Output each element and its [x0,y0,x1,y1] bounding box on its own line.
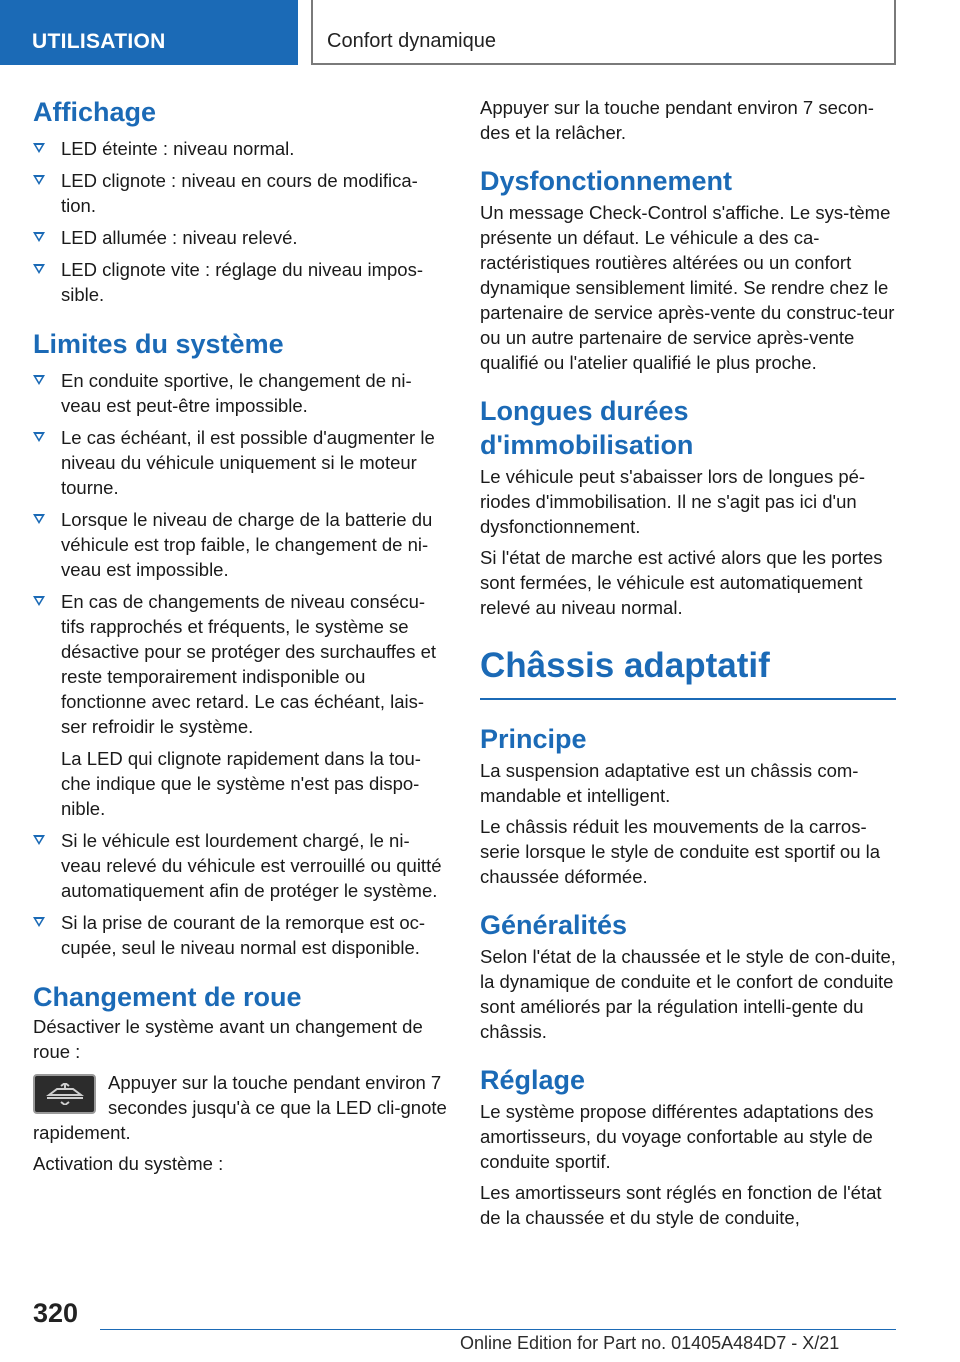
chassis-level-button-icon [33,1074,96,1114]
paragraph: Le système propose différentes adaptations des amortisseurs, du voyage confortable au style de conduite sportif. [480,1101,874,1172]
triangle-bullet-icon [33,432,45,442]
triangle-bullet-icon [33,917,45,927]
triangle-bullet-icon [33,596,45,606]
paragraph: Le véhicule peut s'abaisser lors de longues pé-riodes d'immobilisation. Il ne s'agit pas ici d'un dysfonctionnement. [480,466,866,537]
header-section-label: UTILISATION [32,30,166,53]
list-item: LED clignote vite : réglage du niveau impos-sible. [33,257,447,307]
section-rule [480,698,896,700]
header-section-tab [0,0,298,65]
list-item: En cas de changements de niveau consécu-tifs rapprochés et fréquents, le système se désactive pour se protéger des surchauffes et reste temporairement indisponible ou fonctionne avec retard. Le cas échéant, lais-ser refroidir le système. La LED qui clignote rapidement dans la tou-che indique que le système n'est pas dispo-nible. [33,589,447,821]
heading-changement-roue: Changement de roue [33,982,302,1012]
paragraph: Un message Check-Control s'affiche. Le sys-tème présente un défaut. Le véhicule a des ca-ractéristiques routières altérées ou un confort dynamique sensiblement limité. Se rendre chez le partenaire de service après-vente du construc-teur ou un autre partenaire de service après-vente qualifié ou l'atelier qualifié le plus proche. [480,202,895,373]
list-affichage [33,136,447,307]
triangle-bullet-icon [33,375,45,385]
list-item: Le cas échéant, il est possible d'augmenter le niveau du véhicule uniquement si le moteur tourne. [33,425,447,500]
paragraph: Selon l'état de la chaussée et le style de con-duite, la dynamique de conduite et le confort de conduite sont améliorés par la régulation intelli-gente du châssis. [480,946,896,1042]
footer-rule [100,1329,896,1330]
button-instruction [33,1070,447,1145]
triangle-bullet-icon [33,175,45,185]
right-column [480,95,896,1230]
heading-dysfonctionnement: Dysfonctionnement [480,166,733,196]
paragraph: Désactiver le système avant un changement de roue : [33,1016,423,1062]
paragraph: Le châssis réduit les mouvements de la carros-serie lorsque le style de conduite est sportif ou la chaussée déformée. [480,816,881,887]
triangle-bullet-icon [33,514,45,524]
list-item: Si la prise de courant de la remorque est oc-cupée, seul le niveau normal est disponible. [33,910,447,960]
footer-edition: Online Edition for Part no. 01405A484D7 - X/21 [460,1333,840,1353]
heading-principe: Principe [480,724,587,754]
heading-affichage: Affichage [33,97,157,127]
paragraph: Si l'état de marche est activé alors que les portes sont fermées, le véhicule est automatiquement relevé au niveau normal. [480,547,883,618]
list-item: LED éteinte : niveau normal. [33,136,447,161]
triangle-bullet-icon [33,232,45,242]
header-chapter-label: Confort dynamique [327,30,496,52]
list-item: Si le véhicule est lourdement chargé, le ni-veau relevé du véhicule est verrouillé ou quitté automatiquement afin de protéger le système. [33,828,447,903]
left-column [33,95,447,1176]
list-item: LED clignote : niveau en cours de modifica-tion. [33,168,447,218]
heading-immobilisation: Longues durées d'immobilisation [480,396,694,460]
paragraph: Activation du système : [33,1153,224,1174]
triangle-bullet-icon [33,143,45,153]
list-limites [33,368,447,960]
heading-chassis-adaptatif: Châssis adaptatif [480,646,770,685]
paragraph: Appuyer sur la touche pendant environ 7 secon-des et la relâcher. [480,97,874,143]
heading-reglage: Réglage [480,1065,586,1095]
page-number: 320 [33,1298,79,1328]
heading-limites: Limites du système [33,329,284,359]
list-item-note: La LED qui clignote rapidement dans la tou-che indique que le système n'est pas dispo-nible. [61,748,421,819]
header-chapter-box [311,0,896,65]
triangle-bullet-icon [33,835,45,845]
triangle-bullet-icon [33,264,45,274]
list-item: Lorsque le niveau de charge de la batterie du véhicule est trop faible, le changement de ni-veau est impossible. [33,507,447,582]
heading-generalites: Généralités [480,910,628,940]
paragraph: Les amortisseurs sont réglés en fonction de l'état de la chaussée et du style de conduite, [480,1182,882,1228]
paragraph: La suspension adaptative est un châssis com-mandable et intelligent. [480,760,859,806]
list-item: En conduite sportive, le changement de ni-veau est peut-être impossible. [33,368,447,418]
button-instruction-text: Appuyer sur la touche pendant environ 7 secondes jusqu'à ce que la LED cli-gnote rapidement. [33,1072,447,1143]
list-item: LED allumée : niveau relevé. [33,225,447,250]
